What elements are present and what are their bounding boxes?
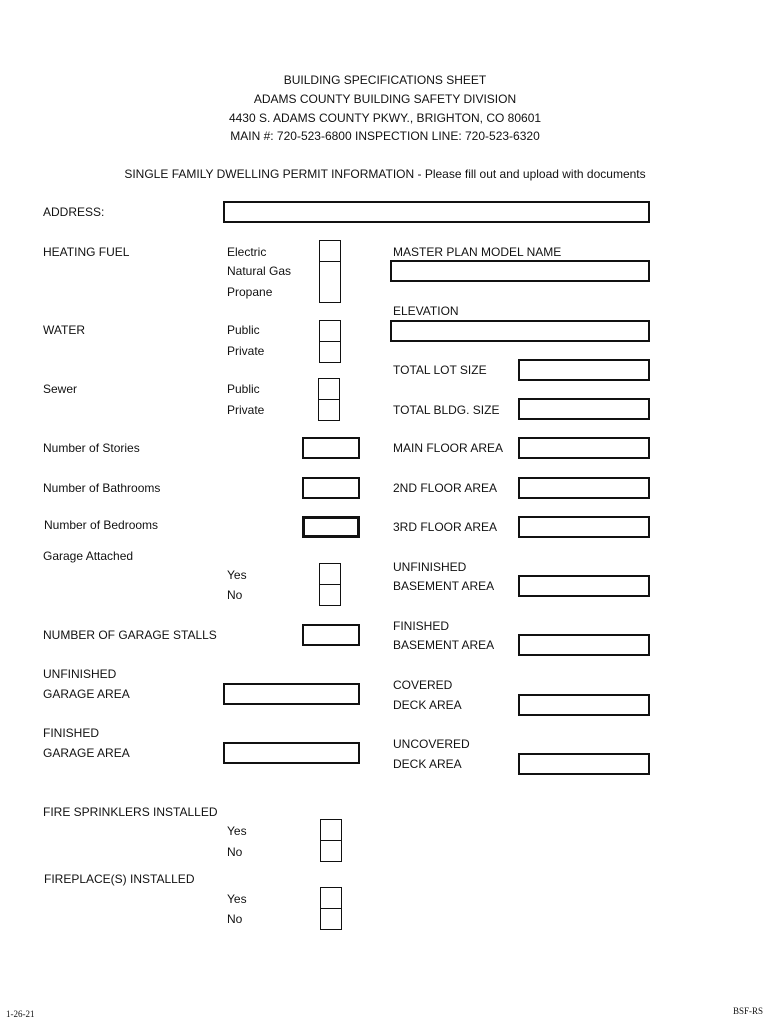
garage-stalls-label: NUMBER OF GARAGE STALLS (43, 628, 217, 642)
heating-electric-checkbox[interactable] (319, 240, 341, 262)
elevation-field[interactable] (390, 320, 650, 342)
garage-attached-label: Garage Attached (43, 549, 134, 563)
unfinished-basement-field[interactable] (518, 575, 650, 597)
second-floor-field[interactable] (518, 477, 650, 499)
fireplaces-no-checkbox[interactable] (320, 909, 342, 930)
finished-basement-label-line2: BASEMENT AREA (393, 638, 495, 652)
covered-deck-label-line1: COVERED (393, 678, 453, 692)
instructions: SINGLE FAMILY DWELLING PERMIT INFORMATION - Please fill out and upload with documents (124, 167, 646, 181)
water-private-checkbox[interactable] (319, 342, 341, 363)
unfinished-garage-label-line2: GARAGE AREA (43, 687, 130, 701)
heating-propane-checkbox[interactable] (319, 282, 341, 303)
uncovered-deck-label-line1: UNCOVERED (393, 737, 470, 751)
uncovered-deck-label-line2: DECK AREA (393, 757, 462, 771)
second-floor-label: 2ND FLOOR AREA (393, 481, 498, 495)
fire-sprinklers-no-checkbox[interactable] (320, 841, 342, 862)
total-bldg-size-field[interactable] (518, 398, 650, 420)
fireplaces-option-no-label: No (227, 912, 243, 926)
total-lot-size-label: TOTAL LOT SIZE (393, 363, 487, 377)
sprinklers-option-no-label: No (227, 845, 243, 859)
main-floor-field[interactable] (518, 437, 650, 459)
sewer-option-private-label: Private (227, 403, 265, 417)
finished-basement-field[interactable] (518, 634, 650, 656)
main-floor-label: MAIN FLOOR AREA (393, 441, 504, 455)
unfinished-garage-label-line1: UNFINISHED (43, 667, 117, 681)
heating-fuel-label: HEATING FUEL (43, 245, 130, 259)
master-plan-field[interactable] (390, 260, 650, 282)
heating-option-natural-gas-label: Natural Gas (227, 264, 292, 278)
garage-option-no-label: No (227, 588, 243, 602)
revision-date: 1-26-21 (6, 1009, 35, 1019)
finished-garage-label-line2: GARAGE AREA (43, 746, 130, 760)
sprinklers-option-yes-label: Yes (227, 824, 247, 838)
bathrooms-field[interactable] (302, 477, 360, 499)
sewer-private-checkbox[interactable] (318, 400, 340, 421)
division-name: ADAMS COUNTY BUILDING SAFETY DIVISION (253, 92, 517, 106)
unfinished-basement-label-line1: UNFINISHED (393, 560, 467, 574)
fire-sprinklers-yes-checkbox[interactable] (320, 819, 342, 841)
fireplaces-option-yes-label: Yes (227, 892, 247, 906)
sewer-option-public-label: Public (227, 382, 260, 396)
garage-attached-yes-checkbox[interactable] (319, 563, 341, 585)
water-option-private-label: Private (227, 344, 265, 358)
covered-deck-field[interactable] (518, 694, 650, 716)
unfinished-basement-label-line2: BASEMENT AREA (393, 579, 495, 593)
finished-garage-field[interactable] (223, 742, 360, 764)
address-label: ADDRESS: (43, 205, 105, 219)
elevation-label: ELEVATION (393, 304, 459, 318)
form-code: BSF-RS (733, 1006, 764, 1016)
stories-field[interactable] (302, 437, 360, 459)
bedrooms-label: Number of Bedrooms (44, 518, 159, 532)
third-floor-label: 3RD FLOOR AREA (393, 520, 498, 534)
finished-garage-label-line1: FINISHED (43, 726, 100, 740)
covered-deck-label-line2: DECK AREA (393, 698, 462, 712)
finished-basement-label-line1: FINISHED (393, 619, 450, 633)
division-address: 4430 S. ADAMS COUNTY PKWY., BRIGHTON, CO 80601 (228, 111, 542, 125)
water-option-public-label: Public (227, 323, 260, 337)
garage-stalls-field[interactable] (302, 624, 360, 646)
fireplaces-yes-checkbox[interactable] (320, 887, 342, 909)
heating-natural-gas-checkbox[interactable] (319, 262, 341, 283)
bathrooms-label: Number of Bathrooms (43, 481, 161, 495)
phone-numbers: MAIN #: 720-523-6800 INSPECTION LINE: 720-523-6320 (230, 129, 540, 143)
bedrooms-field[interactable] (302, 516, 360, 538)
total-lot-size-field[interactable] (518, 359, 650, 381)
sewer-label: Sewer (43, 382, 78, 396)
form-title: BUILDING SPECIFICATIONS SHEET (283, 73, 487, 87)
address-field[interactable] (223, 201, 650, 223)
uncovered-deck-field[interactable] (518, 753, 650, 775)
water-label: WATER (43, 323, 85, 337)
garage-option-yes-label: Yes (227, 568, 247, 582)
stories-label: Number of Stories (43, 441, 140, 455)
unfinished-garage-field[interactable] (223, 683, 360, 705)
total-bldg-size-label: TOTAL BLDG. SIZE (393, 403, 500, 417)
master-plan-label: MASTER PLAN MODEL NAME (393, 245, 562, 259)
water-public-checkbox[interactable] (319, 320, 341, 342)
heating-option-propane-label: Propane (227, 285, 273, 299)
third-floor-field[interactable] (518, 516, 650, 538)
fire-sprinklers-label: FIRE SPRINKLERS INSTALLED (43, 805, 218, 819)
sewer-public-checkbox[interactable] (318, 378, 340, 400)
garage-attached-no-checkbox[interactable] (319, 585, 341, 606)
fireplaces-label: FIREPLACE(S) INSTALLED (44, 872, 195, 886)
heating-option-electric-label: Electric (227, 245, 267, 259)
